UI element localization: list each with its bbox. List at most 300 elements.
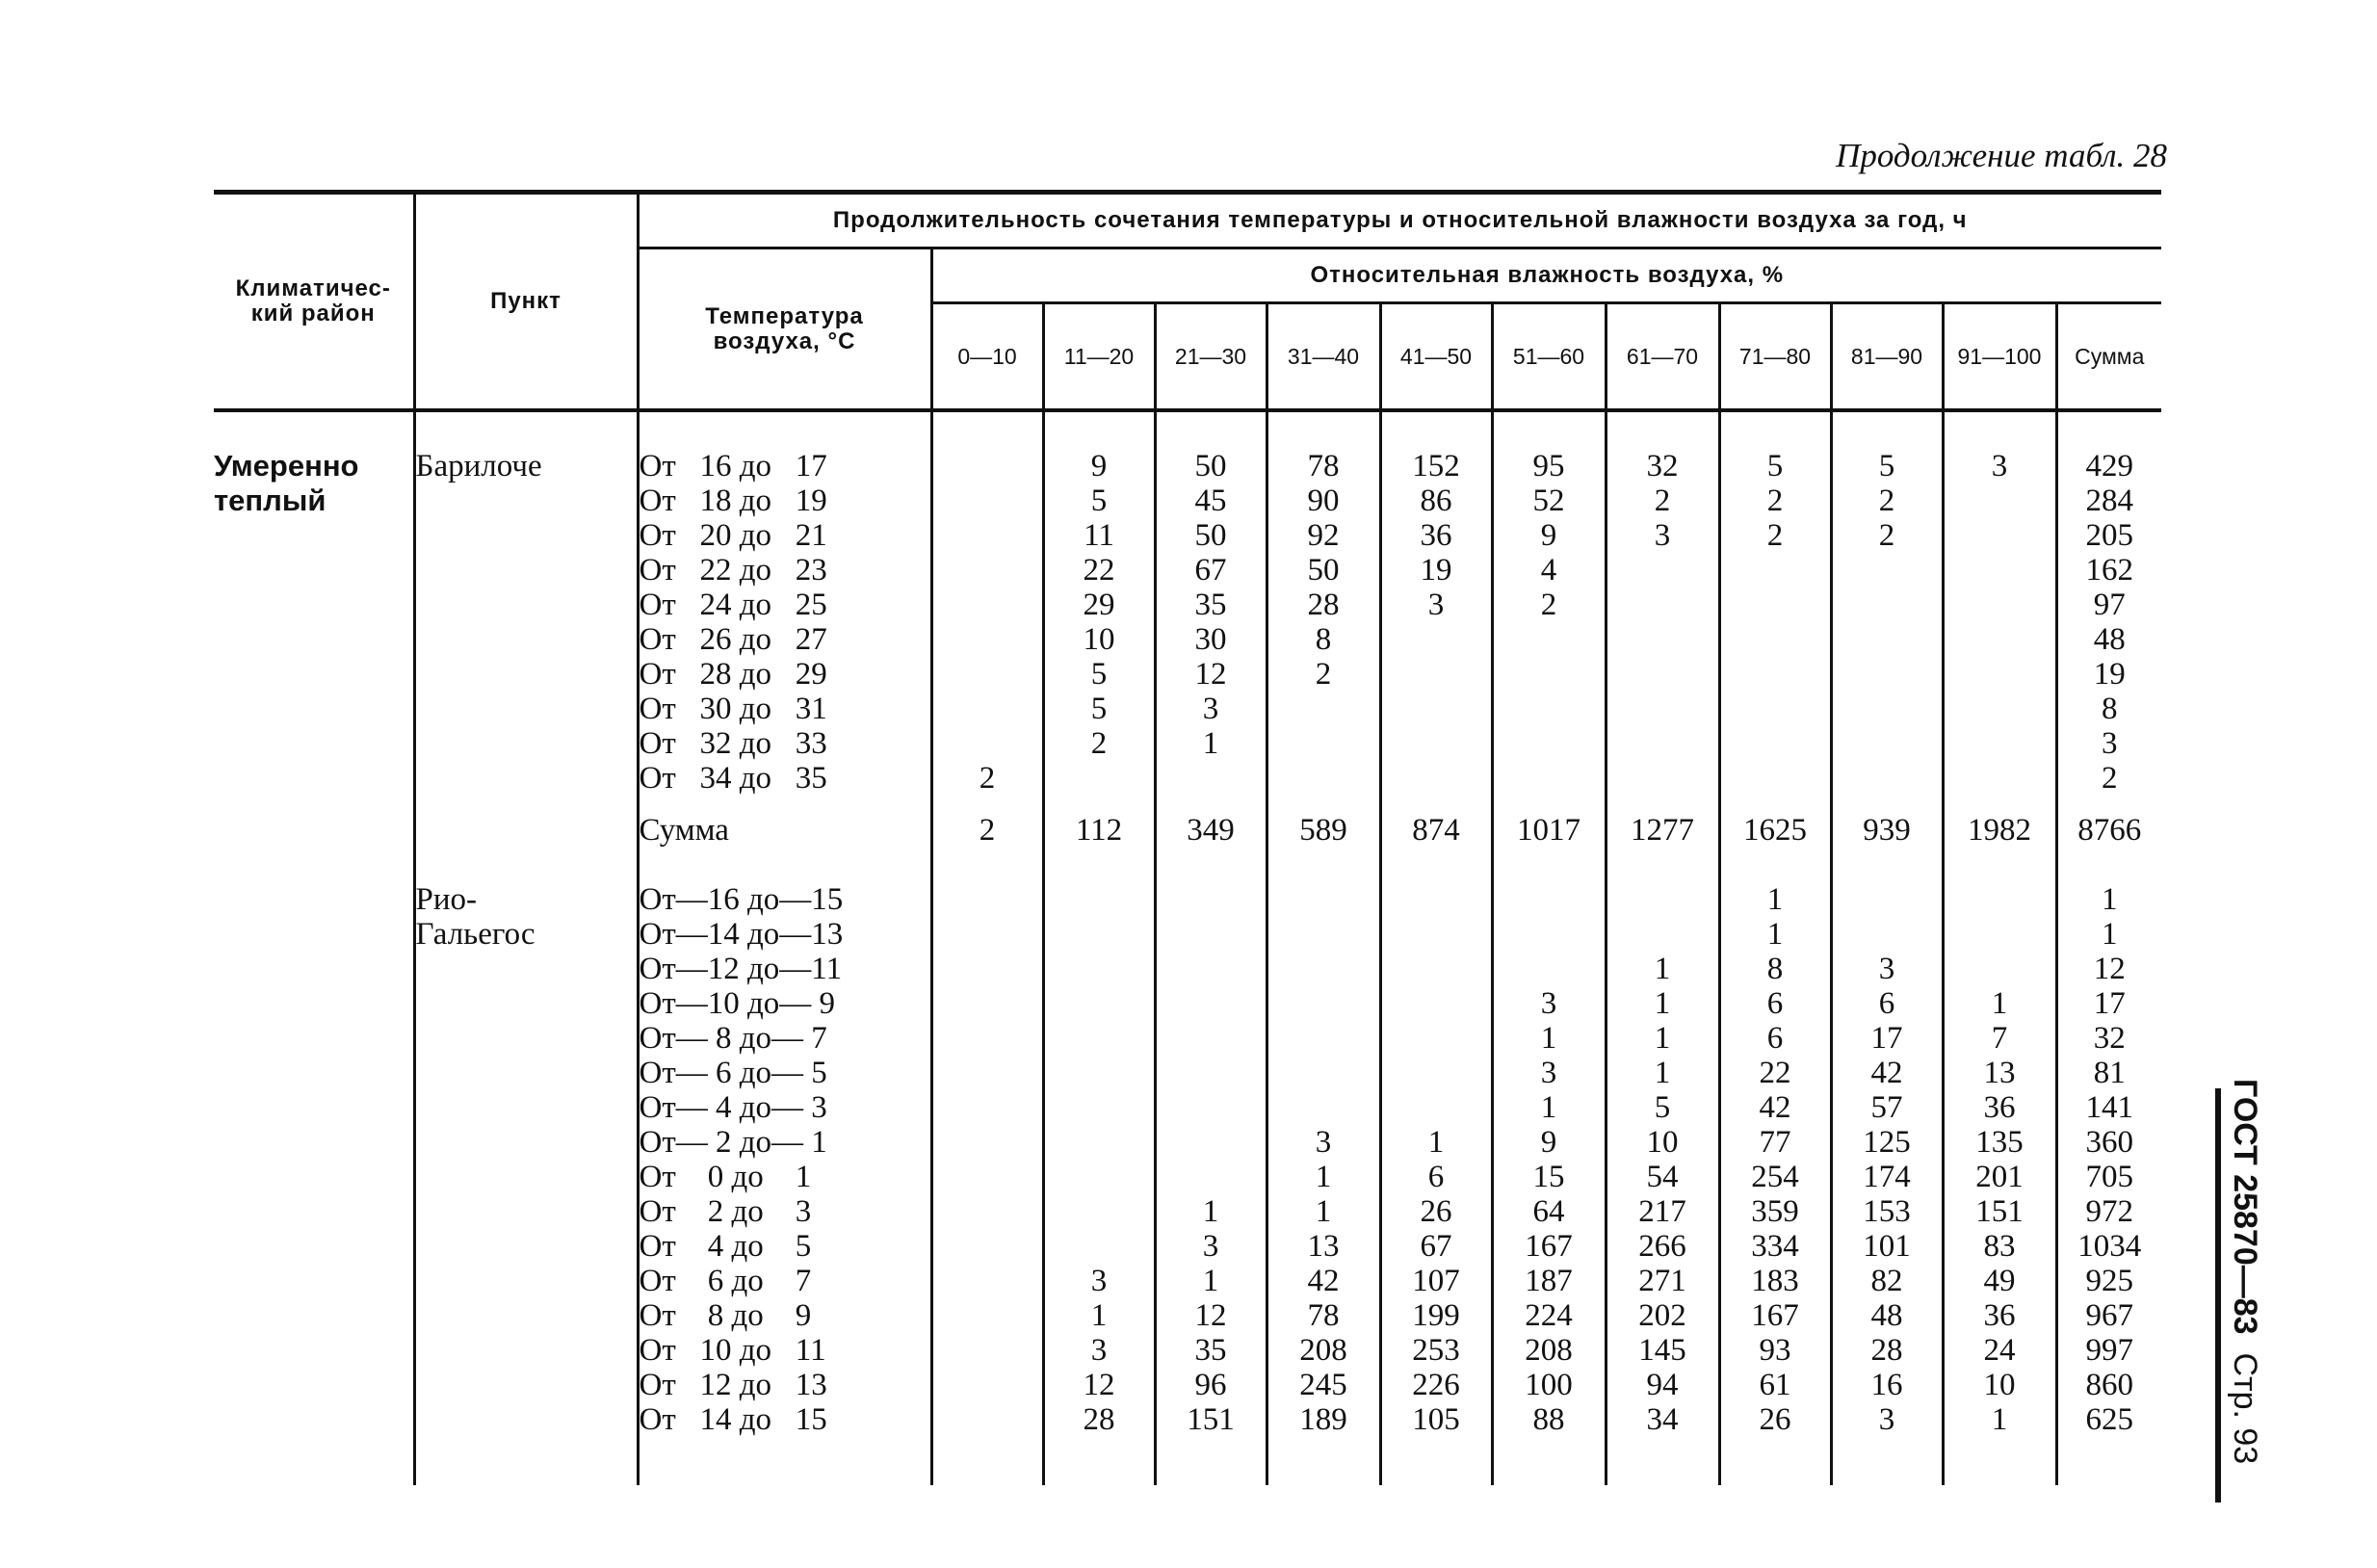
cell-value: 35 <box>1194 588 1227 622</box>
cell-value <box>1494 692 1605 726</box>
cell-value: 50 <box>1194 518 1227 553</box>
header-region: Климатичес- кий район <box>214 193 414 411</box>
column-header: 51—60 <box>1492 303 1606 411</box>
cell-value <box>933 1194 1042 1229</box>
side-rule <box>2215 1088 2221 1503</box>
cell-value: 50 <box>1307 553 1340 588</box>
cell-value <box>1268 917 1379 952</box>
cell-value: 12 <box>1194 657 1227 692</box>
cell-value: 5 <box>1878 449 1895 483</box>
cell-value: 1 <box>1540 1090 1557 1125</box>
sum-value: 1017 <box>1492 796 1606 882</box>
cell-value: 1034 <box>2077 1229 2142 1264</box>
column-header: 91—100 <box>1943 303 2056 411</box>
column-header: 61—70 <box>1606 303 1719 411</box>
temperature-range: От—10 до— 9 <box>639 986 836 1021</box>
cell-value: 925 <box>2085 1264 2133 1298</box>
cell-value: 45 <box>1194 483 1227 518</box>
cell-value: 5 <box>1090 483 1108 518</box>
cell-value: 145 <box>1638 1333 1686 1368</box>
cell-value: 183 <box>1751 1264 1799 1298</box>
cell-value <box>1045 1125 1154 1160</box>
cell-value: 35 <box>1194 1333 1227 1368</box>
cell-value <box>1382 726 1491 761</box>
sum-label: Сумма <box>638 796 931 882</box>
cell-value: 226 <box>1412 1368 1460 1402</box>
cell-value <box>1382 657 1491 692</box>
cell-value: 97 <box>2093 588 2126 622</box>
cell-value: 2 <box>979 761 996 796</box>
cell-value: 1 <box>1654 986 1671 1021</box>
cell-value: 12 <box>1083 1368 1115 1402</box>
cell-value <box>1945 882 2055 917</box>
cell-value: 3 <box>1202 1229 1219 1264</box>
cell-value <box>1382 917 1491 952</box>
cell-value <box>933 726 1042 761</box>
cell-value: 9 <box>1540 518 1557 553</box>
cell-value: 3 <box>1878 952 1895 986</box>
cell-value <box>1268 1056 1379 1090</box>
cell-value <box>1945 483 2055 518</box>
cell-value: 2 <box>1654 483 1671 518</box>
cell-value <box>1833 726 1942 761</box>
cell-value: 3 <box>1090 1264 1108 1298</box>
cell-value: 57 <box>1870 1090 1903 1125</box>
cell-value: 360 <box>2085 1125 2133 1160</box>
cell-value <box>1721 726 1830 761</box>
cell-value: 1 <box>1991 986 2008 1021</box>
cell-value: 1 <box>1540 1021 1557 1056</box>
cell-value: 429 <box>2085 449 2133 483</box>
cell-value <box>1607 553 1718 588</box>
temperature-range: От 20 до 21 <box>639 518 827 553</box>
temperature-range: От 18 до 19 <box>639 483 827 518</box>
cell-value: 125 <box>1863 1125 1911 1160</box>
cell-value <box>1268 692 1379 726</box>
cell-value: 135 <box>1975 1125 2024 1160</box>
cell-value: 50 <box>1194 449 1227 483</box>
cell-value: 8 <box>1315 622 1332 657</box>
cell-value: 42 <box>1759 1090 1791 1125</box>
cell-value: 17 <box>1870 1021 1903 1056</box>
cell-value: 2 <box>1766 483 1784 518</box>
cell-value <box>1494 622 1605 657</box>
temperature-range: От 8 до 9 <box>639 1298 812 1333</box>
cell-value: 4 <box>1540 553 1557 588</box>
station-name: Барилоче <box>415 449 542 483</box>
cell-value <box>1945 657 2055 692</box>
cell-value: 26 <box>1759 1402 1791 1437</box>
cell-value: 10 <box>1083 622 1115 657</box>
cell-value <box>1607 761 1718 796</box>
cell-value: 705 <box>2085 1160 2133 1194</box>
temperature-range: От— 8 до— 7 <box>639 1021 827 1056</box>
cell-value <box>1157 882 1266 917</box>
cell-value: 141 <box>2085 1090 2133 1125</box>
cell-value <box>1607 692 1718 726</box>
temperature-range: От 22 до 23 <box>639 553 827 588</box>
cell-value: 187 <box>1525 1264 1573 1298</box>
cell-value: 64 <box>1532 1194 1565 1229</box>
sum-value: 1625 <box>1719 796 1831 882</box>
page-side-label <box>2215 1079 2273 1503</box>
cell-value <box>1157 1021 1266 1056</box>
column-header: 0—10 <box>931 303 1043 411</box>
cell-value: 94 <box>1646 1368 1679 1402</box>
cell-value: 1 <box>1427 1125 1445 1160</box>
cell-value <box>1833 692 1942 726</box>
temperature-range: От 32 до 33 <box>639 726 827 761</box>
cell-value: 81 <box>2093 1056 2126 1090</box>
cell-value: 860 <box>2085 1368 2133 1402</box>
cell-value: 7 <box>1991 1021 2008 1056</box>
cell-value <box>933 1402 1042 1437</box>
cell-value <box>1945 692 2055 726</box>
cell-value <box>933 622 1042 657</box>
cell-value <box>933 1229 1042 1264</box>
cell-value: 202 <box>1638 1298 1686 1333</box>
cell-value: 107 <box>1412 1264 1460 1298</box>
cell-value: 12 <box>2093 952 2126 986</box>
cell-value: 217 <box>1638 1194 1686 1229</box>
cell-value: 151 <box>1975 1194 2024 1229</box>
cell-value <box>1382 692 1491 726</box>
cell-value <box>1045 1194 1154 1229</box>
cell-value <box>1045 986 1154 1021</box>
cell-value <box>1833 882 1942 917</box>
cell-value <box>933 1368 1042 1402</box>
cell-value <box>1833 553 1942 588</box>
cell-value <box>1157 761 1266 796</box>
cell-value <box>1494 882 1605 917</box>
cell-value: 61 <box>1759 1368 1791 1402</box>
sum-value: 8766 <box>2056 796 2161 882</box>
temperature-range: От—16 до—15 <box>639 882 844 917</box>
temperature-range: От 30 до 31 <box>639 692 827 726</box>
cell-value <box>1268 726 1379 761</box>
cell-value: 32 <box>1646 449 1679 483</box>
cell-value: 3 <box>1654 518 1671 553</box>
cell-value: 28 <box>1083 1402 1115 1437</box>
station-name: Гальегос <box>415 917 535 952</box>
cell-value: 208 <box>1525 1333 1573 1368</box>
cell-value: 5 <box>1654 1090 1671 1125</box>
column-header: Сумма <box>2056 303 2161 411</box>
cell-value: 78 <box>1307 449 1340 483</box>
cell-value: 271 <box>1638 1264 1686 1298</box>
header-humidity: Относительная влажность воздуха, % <box>931 248 2161 303</box>
cell-value: 93 <box>1759 1333 1791 1368</box>
cell-value <box>1268 1021 1379 1056</box>
sum-value: 2 <box>931 796 1043 882</box>
cell-value: 82 <box>1870 1264 1903 1298</box>
cell-value: 1 <box>1202 1194 1219 1229</box>
cell-value: 5 <box>1090 657 1108 692</box>
cell-value <box>1157 986 1266 1021</box>
sum-row <box>214 796 2161 882</box>
cell-value: 83 <box>1983 1229 2016 1264</box>
temperature-range: От—14 до—13 <box>639 917 844 952</box>
temperature-range: От 24 до 25 <box>639 588 827 622</box>
cell-value: 15 <box>1532 1160 1565 1194</box>
cell-value: 48 <box>1870 1298 1903 1333</box>
cell-value: 266 <box>1638 1229 1686 1264</box>
sum-value: 1982 <box>1943 796 2056 882</box>
cell-value <box>1607 588 1718 622</box>
cell-value: 2 <box>1766 518 1784 553</box>
cell-value: 284 <box>2085 483 2133 518</box>
temperature-range: От 12 до 13 <box>639 1368 827 1402</box>
station-block <box>214 410 2161 796</box>
cell-value: 1 <box>1991 1402 2008 1437</box>
cell-value <box>933 986 1042 1021</box>
cell-value <box>1721 588 1830 622</box>
cell-value: 3 <box>1540 986 1557 1021</box>
cell-value <box>933 952 1042 986</box>
temperature-range: От 0 до 1 <box>639 1160 812 1194</box>
cell-value: 5 <box>1766 449 1784 483</box>
column-header: 71—80 <box>1719 303 1831 411</box>
cell-value: 77 <box>1759 1125 1791 1160</box>
cell-value <box>1045 1056 1154 1090</box>
cell-value <box>933 518 1042 553</box>
cell-value <box>1382 1056 1491 1090</box>
cell-value <box>1157 1125 1266 1160</box>
cell-value: 1 <box>1315 1160 1332 1194</box>
cell-value: 174 <box>1863 1160 1911 1194</box>
cell-value: 9 <box>1540 1125 1557 1160</box>
cell-value <box>1607 726 1718 761</box>
column-header: 21—30 <box>1155 303 1267 411</box>
cell-value <box>1494 657 1605 692</box>
cell-value <box>933 1090 1042 1125</box>
region-name: Умеренно <box>214 449 359 483</box>
cell-value: 95 <box>1532 449 1565 483</box>
cell-value: 167 <box>1525 1229 1573 1264</box>
cell-value: 42 <box>1870 1056 1903 1090</box>
cell-value: 2 <box>2102 761 2118 796</box>
cell-value <box>1045 761 1154 796</box>
temperature-range: От 4 до 5 <box>639 1229 812 1264</box>
cell-value: 1 <box>1654 1021 1671 1056</box>
cell-value: 189 <box>1299 1402 1347 1437</box>
cell-value: 205 <box>2085 518 2133 553</box>
cell-value: 162 <box>2085 553 2133 588</box>
cell-value: 167 <box>1751 1298 1799 1333</box>
station-name: Рио- <box>415 882 478 917</box>
temperature-range: От 10 до 11 <box>639 1333 826 1368</box>
cell-value <box>1382 882 1491 917</box>
cell-value <box>1157 1160 1266 1194</box>
cell-value <box>933 1056 1042 1090</box>
cell-value <box>1382 952 1491 986</box>
cell-value <box>1045 1229 1154 1264</box>
cell-value: 3 <box>1427 588 1445 622</box>
cell-value: 67 <box>1420 1229 1452 1264</box>
temperature-range: От 34 до 35 <box>639 761 827 796</box>
cell-value: 3 <box>1540 1056 1557 1090</box>
climate-data-table <box>214 190 2161 1485</box>
cell-value: 92 <box>1307 518 1340 553</box>
cell-value <box>1607 882 1718 917</box>
cell-value: 42 <box>1307 1264 1340 1298</box>
temperature-range: От 28 до 29 <box>639 657 827 692</box>
cell-value: 151 <box>1187 1402 1235 1437</box>
cell-value: 5 <box>1090 692 1108 726</box>
cell-value: 10 <box>1983 1368 2016 1402</box>
cell-value: 22 <box>1083 553 1115 588</box>
cell-value <box>1945 726 2055 761</box>
temperature-range: От 16 до 17 <box>639 449 827 483</box>
cell-value: 1 <box>2102 882 2118 917</box>
cell-value <box>933 588 1042 622</box>
cell-value: 101 <box>1863 1229 1911 1264</box>
cell-value: 86 <box>1420 483 1452 518</box>
sum-value: 874 <box>1380 796 1492 882</box>
sum-value: 589 <box>1267 796 1380 882</box>
cell-value <box>1045 1160 1154 1194</box>
cell-value: 1 <box>1654 1056 1671 1090</box>
cell-value: 2 <box>1090 726 1108 761</box>
standard-number: ГОСТ 25870—83 <box>2227 1079 2263 1335</box>
sum-value: 112 <box>1043 796 1155 882</box>
cell-value <box>1382 761 1491 796</box>
temperature-range: От 6 до 7 <box>639 1264 812 1298</box>
cell-value: 36 <box>1420 518 1452 553</box>
cell-value <box>1045 882 1154 917</box>
cell-value <box>1382 622 1491 657</box>
region-name: теплый <box>214 483 327 517</box>
cell-value <box>1721 692 1830 726</box>
cell-value <box>1268 761 1379 796</box>
cell-value <box>1945 553 2055 588</box>
cell-value: 49 <box>1983 1264 2016 1298</box>
cell-value: 3 <box>1202 692 1219 726</box>
cell-value: 78 <box>1307 1298 1340 1333</box>
cell-value <box>1721 622 1830 657</box>
cell-value: 10 <box>1646 1125 1679 1160</box>
cell-value: 48 <box>2093 622 2126 657</box>
cell-value <box>1833 917 1942 952</box>
cell-value: 6 <box>1878 986 1895 1021</box>
cell-value: 16 <box>1870 1368 1903 1402</box>
cell-value <box>1157 952 1266 986</box>
cell-value <box>1494 952 1605 986</box>
cell-value: 3 <box>1878 1402 1895 1437</box>
column-header: 31—40 <box>1267 303 1380 411</box>
cell-value: 1 <box>1654 952 1671 986</box>
cell-value <box>1607 622 1718 657</box>
station-block <box>214 882 2161 1437</box>
cell-value: 1 <box>2102 917 2118 952</box>
temperature-range: От 14 до 15 <box>639 1402 827 1437</box>
cell-value: 22 <box>1759 1056 1791 1090</box>
cell-value <box>933 449 1042 483</box>
header-temperature: Температура воздуха, °С <box>638 248 931 411</box>
column-header: 41—50 <box>1380 303 1492 411</box>
cell-value: 6 <box>1766 1021 1784 1056</box>
cell-value <box>1945 917 2055 952</box>
temperature-range: От— 6 до— 5 <box>639 1056 827 1090</box>
cell-value <box>933 1021 1042 1056</box>
cell-value: 1 <box>1090 1298 1108 1333</box>
cell-value <box>1382 1090 1491 1125</box>
cell-value: 9 <box>1090 449 1108 483</box>
sum-value: 939 <box>1831 796 1943 882</box>
cell-value <box>1268 986 1379 1021</box>
cell-value <box>1945 952 2055 986</box>
cell-value <box>933 1298 1042 1333</box>
temperature-range: От— 2 до— 1 <box>639 1125 827 1160</box>
cell-value: 28 <box>1870 1333 1903 1368</box>
cell-value: 359 <box>1751 1194 1799 1229</box>
cell-value: 105 <box>1412 1402 1460 1437</box>
cell-value: 28 <box>1307 588 1340 622</box>
cell-value <box>1721 553 1830 588</box>
cell-value: 254 <box>1751 1160 1799 1194</box>
cell-value <box>933 882 1042 917</box>
cell-value <box>933 917 1042 952</box>
cell-value: 88 <box>1532 1402 1565 1437</box>
cell-value <box>1607 917 1718 952</box>
cell-value <box>1268 952 1379 986</box>
cell-value: 8 <box>2102 692 2118 726</box>
cell-value <box>933 1160 1042 1194</box>
sum-value: 349 <box>1155 796 1267 882</box>
cell-value: 1 <box>1202 1264 1219 1298</box>
temperature-range: От 2 до 3 <box>639 1194 812 1229</box>
cell-value: 8 <box>1766 952 1784 986</box>
cell-value <box>933 1264 1042 1298</box>
header-duration-group: Продолжительность сочетания температуры и относительной влажности воздуха за год, ч <box>638 193 2161 248</box>
cell-value <box>1382 986 1491 1021</box>
cell-value: 19 <box>2093 657 2126 692</box>
cell-value: 90 <box>1307 483 1340 518</box>
cell-value: 245 <box>1299 1368 1347 1402</box>
temperature-range: От 26 до 27 <box>639 622 827 657</box>
cell-value <box>933 1333 1042 1368</box>
continuation-title: Продолжение табл. 28 <box>1836 137 2167 174</box>
cell-value: 201 <box>1975 1160 2024 1194</box>
cell-value <box>1945 588 2055 622</box>
cell-value: 6 <box>1427 1160 1445 1194</box>
cell-value <box>1721 761 1830 796</box>
cell-value <box>1045 917 1154 952</box>
cell-value: 2 <box>1878 518 1895 553</box>
cell-value <box>1721 657 1830 692</box>
cell-value: 36 <box>1983 1298 2016 1333</box>
cell-value <box>1833 761 1942 796</box>
cell-value <box>1045 1090 1154 1125</box>
cell-value <box>1945 518 2055 553</box>
cell-value <box>933 1125 1042 1160</box>
cell-value: 199 <box>1412 1298 1460 1333</box>
cell-value: 253 <box>1412 1333 1460 1368</box>
cell-value: 6 <box>1766 986 1784 1021</box>
cell-value: 52 <box>1532 483 1565 518</box>
cell-value <box>933 553 1042 588</box>
cell-value <box>1945 761 2055 796</box>
cell-value <box>933 657 1042 692</box>
cell-value <box>1494 917 1605 952</box>
cell-value <box>1268 882 1379 917</box>
cell-value <box>1945 622 2055 657</box>
cell-value <box>1833 622 1942 657</box>
cell-value: 29 <box>1083 588 1115 622</box>
cell-value: 3 <box>1991 449 2008 483</box>
temperature-range: От—12 до—11 <box>639 952 843 986</box>
cell-value <box>1157 917 1266 952</box>
